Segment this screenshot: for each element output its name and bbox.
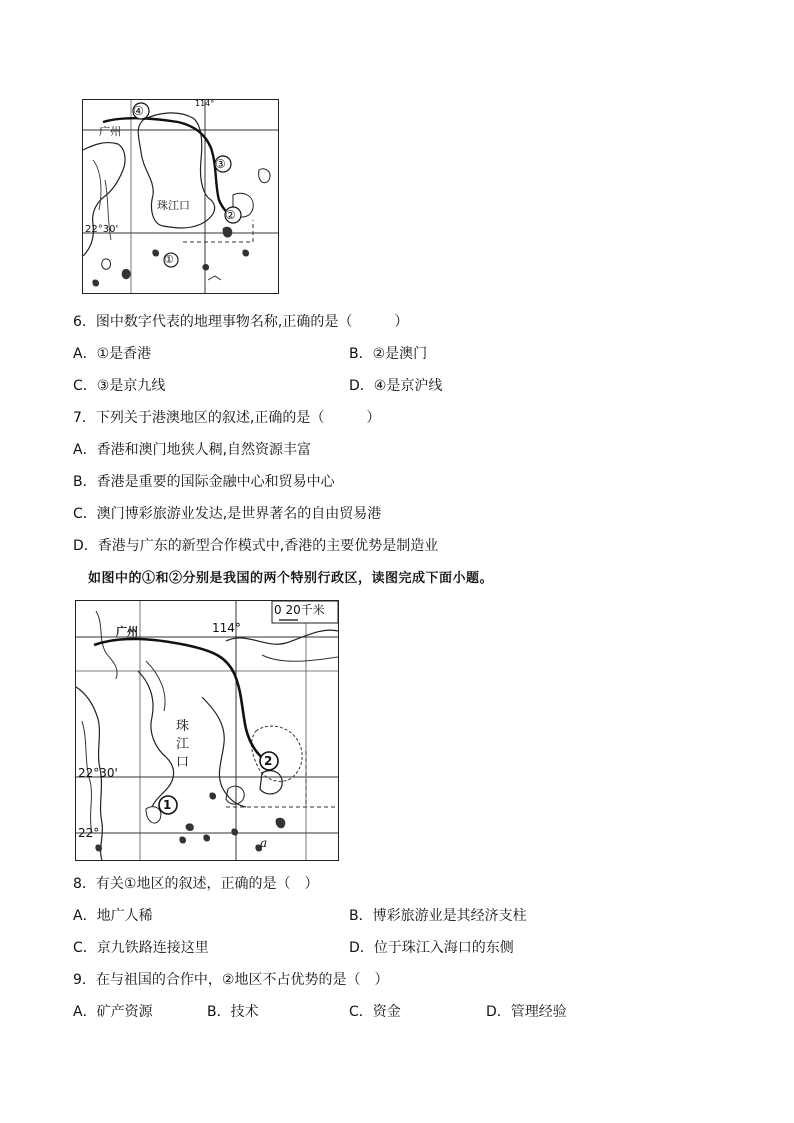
question-9-option-c[interactable]: C．资金	[349, 1004, 401, 1020]
map-2-marker-1: 1	[163, 798, 172, 812]
question-8-option-d[interactable]: D．位于珠江入海口的东侧	[349, 940, 514, 956]
question-8-option-a[interactable]: A．地广人稀	[73, 908, 153, 924]
question-7-option-d[interactable]: D．香港与广东的新型合作模式中,香港的主要优势是制造业	[73, 538, 439, 554]
map-2-marker-2: 2	[264, 754, 273, 768]
map-2-city-label: 广州	[116, 625, 138, 638]
map-2-intro-text: 如图中的①和②分别是我国的两个特别行政区，读图完成下面小题。	[88, 571, 494, 586]
map-1-lat-label: 22°30'	[85, 224, 119, 235]
question-6-option-d[interactable]: D．④是京沪线	[349, 378, 443, 394]
map-1-marker-4: ④	[133, 104, 144, 118]
map-2-estuary-char-1: 珠	[176, 719, 190, 734]
map-figure-1	[82, 99, 279, 294]
question-7-option-a[interactable]: A．香港和澳门地狭人稠,自然资源丰富	[73, 442, 312, 458]
map-figure-2	[75, 600, 339, 861]
question-9-option-d[interactable]: D．管理经验	[486, 1004, 567, 1020]
map-1-city-label: 广州	[99, 125, 121, 138]
map-2-estuary-char-2: 江	[176, 737, 190, 752]
map-2-a-label: a	[260, 836, 268, 850]
question-6-option-a[interactable]: A．①是香港	[73, 346, 152, 362]
map-1-marker-3: ③	[215, 157, 226, 171]
map-1-marker-1: ①	[164, 253, 174, 266]
question-9-option-a[interactable]: A．矿产资源	[73, 1004, 153, 1020]
question-7-stem: 7．下列关于港澳地区的叙述,正确的是（ ）	[73, 410, 381, 426]
question-6-option-c[interactable]: C．③是京九线	[73, 378, 166, 394]
question-8-stem: 8．有关①地区的叙述，正确的是（ ）	[73, 876, 319, 892]
map-1-marker-2: ②	[225, 208, 236, 222]
question-7-option-c[interactable]: C．澳门博彩旅游业发达,是世界著名的自由贸易港	[73, 506, 382, 522]
question-8-option-b[interactable]: B．博彩旅游业是其经济支柱	[349, 908, 527, 924]
map-2-lat-label-2230: 22°30'	[78, 766, 118, 780]
map-2-lon-label: 114°	[212, 621, 241, 635]
map-2-estuary-char-3: 口	[176, 755, 190, 770]
question-9-stem: 9．在与祖国的合作中，②地区不占优势的是（ ）	[73, 972, 389, 988]
map-2-lat-label-22: 22°	[78, 826, 100, 840]
question-7-option-b[interactable]: B．香港是重要的国际金融中心和贸易中心	[73, 474, 335, 490]
map-2-scale-label: 0 20千米	[274, 603, 325, 617]
question-9-option-b[interactable]: B．技术	[207, 1004, 259, 1020]
question-8-option-c[interactable]: C．京九铁路连接这里	[73, 940, 209, 956]
question-6-stem: 6．图中数字代表的地理事物名称,正确的是（ ）	[73, 314, 409, 330]
question-6-option-b[interactable]: B．②是澳门	[349, 346, 428, 362]
map-1-lon-label: 114°	[195, 99, 215, 108]
map-1-estuary-label: 珠江口	[157, 199, 190, 212]
